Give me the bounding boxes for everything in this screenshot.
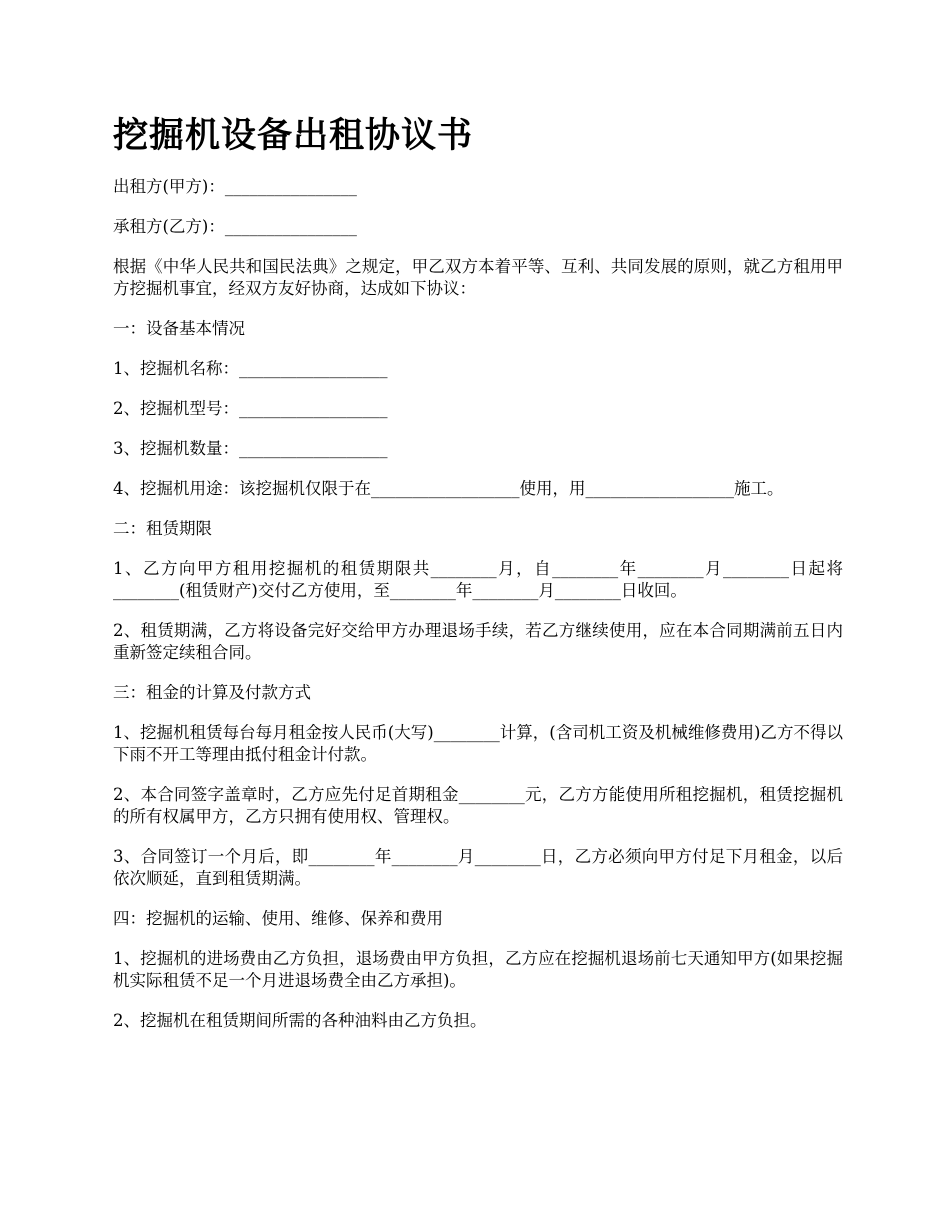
clause-monthly-rent: 1、挖掘机租赁每台每月租金按人民币(大写)________计算，(含司机工资及机械维修费用)乙方不得以下雨不开工等理由抵付租金计付款。: [113, 723, 843, 764]
clause-first-payment: 2、本合同签字盖章时，乙方应先付足首期租金________元，乙方方能使用所租挖掘机，租赁挖掘机的所有权属甲方，乙方只拥有使用权、管理权。: [113, 785, 843, 826]
section-heading-transport-maintenance: 四：挖掘机的运输、使用、维修、保养和费用: [113, 909, 443, 928]
preamble-paragraph: 根据《中华人民共和国民法典》之规定，甲乙双方本着平等、互利、共同发展的原则，就乙方租用甲方挖掘机事宜，经双方友好协商，达成如下协议：: [113, 257, 843, 298]
section-heading-rent: 三：租金的计算及付款方式: [113, 683, 311, 702]
clause-excavator-quantity: 3、挖掘机数量：__________________: [113, 439, 388, 458]
section-heading-equipment: 一：设备基本情况: [113, 319, 245, 338]
clause-excavator-model: 2、挖掘机型号：__________________: [113, 399, 388, 418]
clause-subsequent-payment: 3、合同签订一个月后，即________年________月________日，乙方必须向甲方付足下月租金，以后依次顺延，直到租赁期满。: [113, 847, 843, 888]
document-page: [113, 112, 843, 1050]
clause-fuel-costs: 2、挖掘机在租赁期间所需的各种油料由乙方负担。: [113, 1011, 487, 1030]
section-heading-lease-term: 二：租赁期限: [113, 519, 212, 538]
clause-lease-expiry: 2、租赁期满，乙方将设备完好交给甲方办理退场手续，若乙方继续使用，应在本合同期满前五日内重新签定续租合同。: [113, 621, 843, 662]
clause-excavator-name: 1、挖掘机名称：__________________: [113, 359, 388, 378]
lessee-party-line: 承租方(乙方)：________________: [113, 217, 357, 236]
clause-lease-period: 1、乙方向甲方租用挖掘机的租赁期限共________月，自________年________月________日起将________(租赁财产)交付乙方使用，至________年________月________日收回。: [113, 559, 843, 600]
document-title: 挖掘机设备出租协议书: [113, 116, 474, 156]
lessor-party-line: 出租方(甲方)：________________: [113, 177, 357, 196]
clause-excavator-purpose: 4、挖掘机用途：该挖掘机仅限于在__________________使用，用__________________施工。: [113, 479, 784, 498]
clause-transport-fees: 1、挖掘机的进场费由乙方负担，退场费由甲方负担，乙方应在挖掘机退场前七天通知甲方(如果挖掘机实际租赁不足一个月进退场费全由乙方承担)。: [113, 949, 843, 990]
